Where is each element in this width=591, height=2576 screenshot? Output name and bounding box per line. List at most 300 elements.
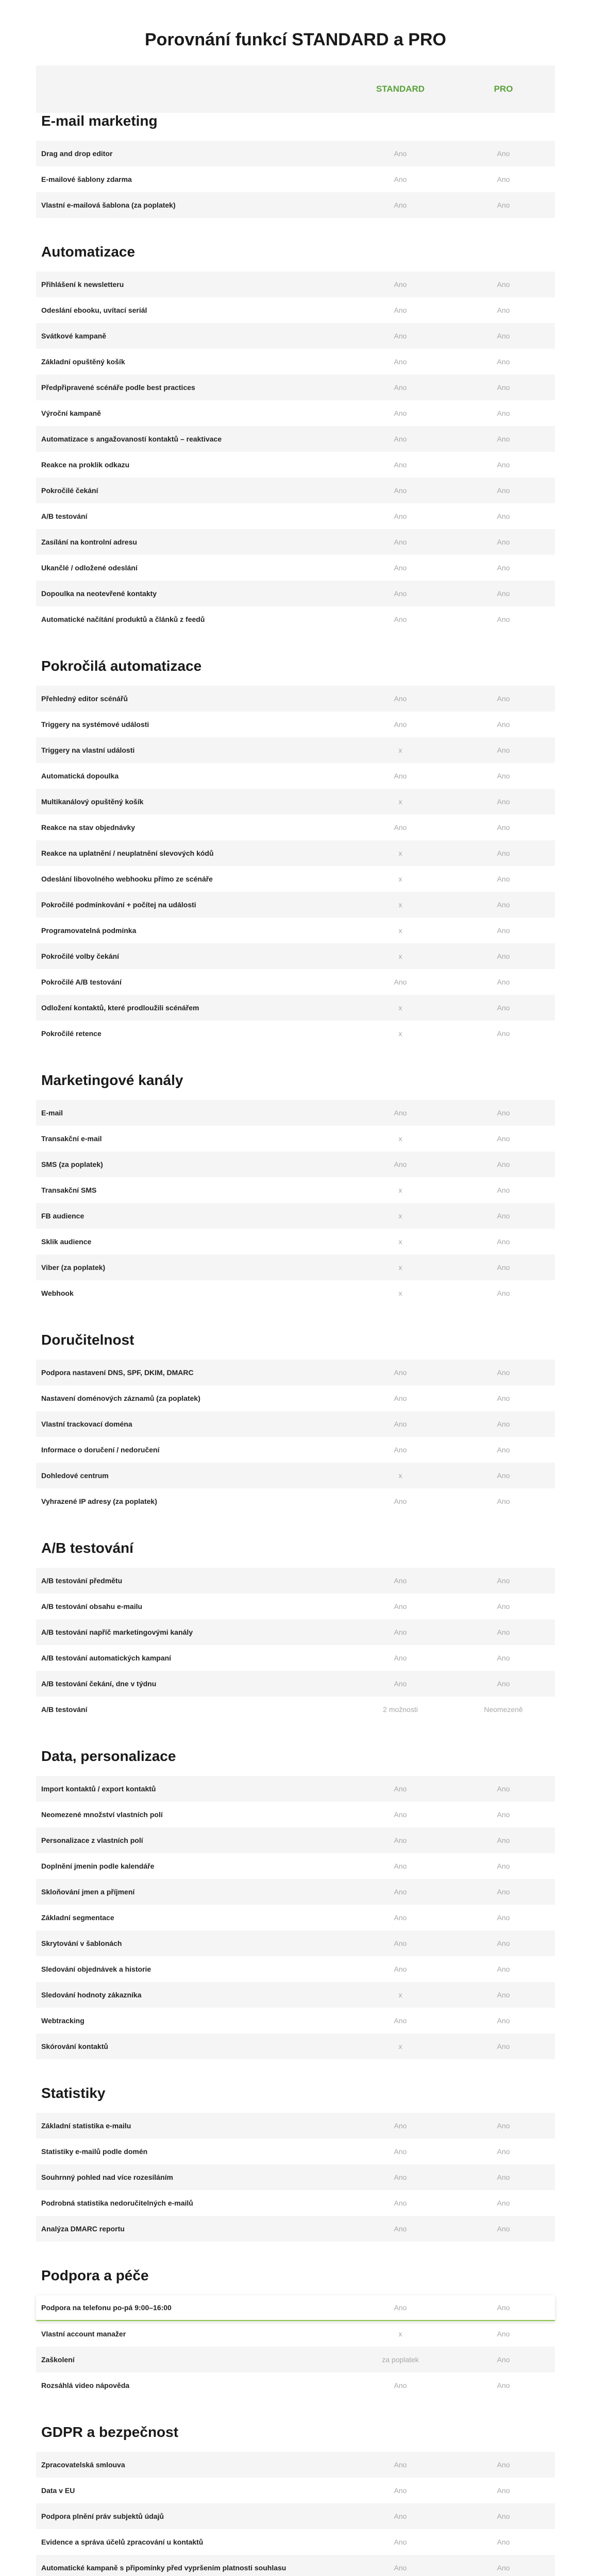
pro-value: Ano	[497, 1836, 510, 1844]
table-row	[36, 2452, 555, 2478]
pro-value: Ano	[497, 512, 510, 520]
table-row	[36, 918, 555, 943]
pro-value: Ano	[497, 2225, 510, 2233]
table-row	[36, 375, 555, 400]
feature-name: Přehledný editor scénářů	[41, 694, 128, 703]
pro-value: Ano	[497, 1680, 510, 1688]
feature-name: Reakce na stav objednávky	[41, 823, 136, 832]
standard-value: Ano	[394, 1109, 407, 1117]
pro-value: Ano	[497, 280, 510, 289]
table-row	[36, 1385, 555, 1411]
table-row	[36, 1697, 555, 1722]
pro-value: Ano	[497, 1862, 510, 1870]
table-row	[36, 323, 555, 349]
feature-rows	[36, 686, 555, 1046]
standard-value: za poplatek	[382, 2355, 419, 2364]
standard-value: Ano	[394, 201, 407, 209]
standard-value: Ano	[394, 2564, 407, 2572]
feature-name: Reakce na proklik odkazu	[41, 461, 130, 469]
pro-value: Ano	[497, 175, 510, 183]
feature-name: Dohledové centrum	[41, 1471, 109, 1480]
table-row	[36, 866, 555, 892]
table-row	[36, 297, 555, 323]
section-title: Statistiky	[41, 2085, 106, 2101]
pro-value: Ano	[497, 875, 510, 883]
pro-value: Ano	[497, 615, 510, 623]
pro-value: Ano	[497, 332, 510, 340]
pro-value: Ano	[497, 1263, 510, 1272]
table-row	[36, 943, 555, 969]
feature-name: Nastavení doménových záznamů (za poplatek)	[41, 1394, 200, 1402]
section	[36, 1072, 555, 1306]
pro-value: Ano	[497, 409, 510, 417]
feature-name: Sledování hodnoty zákazníka	[41, 1991, 142, 1999]
feature-name: A/B testování čekání, dne v týdnu	[41, 1680, 157, 1688]
table-row	[36, 2372, 555, 2398]
pro-value: Ano	[497, 486, 510, 495]
feature-name: Pokročilé A/B testování	[41, 978, 122, 986]
feature-name: Pokročilé čekání	[41, 486, 98, 495]
table-row	[36, 2113, 555, 2139]
standard-value: Ano	[394, 435, 407, 443]
pro-value: Ano	[497, 149, 510, 158]
section-title: Automatizace	[41, 244, 136, 260]
standard-value: Ano	[394, 1836, 407, 1844]
standard-value: Ano	[394, 1888, 407, 1896]
table-row	[36, 2321, 555, 2347]
table-row	[36, 272, 555, 297]
pro-value: Ano	[497, 1965, 510, 1973]
pro-value: Ano	[497, 589, 510, 598]
table-row	[36, 1776, 555, 1802]
pro-value: Ano	[497, 1654, 510, 1662]
pro-value: Ano	[497, 2381, 510, 2389]
pro-value: Ano	[497, 1446, 510, 1454]
section-title: Marketingové kanály	[41, 1072, 183, 1088]
standard-value: Ano	[394, 2016, 407, 2025]
feature-name: Zaškolení	[41, 2355, 75, 2364]
standard-value: Ano	[394, 1862, 407, 1870]
feature-name: Skloňování jmen a příjmení	[41, 1888, 135, 1896]
feature-name: Personalizace z vlastních polí	[41, 1836, 143, 1844]
table-row	[36, 2008, 555, 2033]
pro-value: Ano	[497, 383, 510, 392]
pro-value: Ano	[497, 2486, 510, 2495]
table-row	[36, 581, 555, 606]
table-row	[36, 969, 555, 995]
pro-value: Ano	[497, 2538, 510, 2546]
section	[36, 2424, 555, 2576]
standard-value: Ano	[394, 1160, 407, 1168]
feature-name: Transakční e-mail	[41, 1134, 102, 1143]
table-row	[36, 478, 555, 503]
table-row	[36, 2555, 555, 2576]
feature-name: Podpora nastavení DNS, SPF, DKIM, DMARC	[41, 1368, 194, 1377]
feature-name: Odeslání ebooku, uvítací seriál	[41, 306, 147, 314]
feature-name: Triggery na vlastní události	[41, 746, 135, 754]
feature-name: Skrytování v šablonách	[41, 1939, 122, 1947]
standard-value: Ano	[394, 2461, 407, 2469]
pro-value: Ano	[497, 1497, 510, 1505]
feature-name: Ukančlé / odložené odeslání	[41, 564, 138, 572]
standard-value: Ano	[394, 2147, 407, 2156]
standard-value: Ano	[394, 383, 407, 392]
section	[36, 1748, 555, 2059]
standard-value: x	[398, 798, 402, 806]
standard-value: x	[398, 926, 402, 935]
pro-value: Ano	[497, 978, 510, 986]
standard-value: Ano	[394, 2122, 407, 2130]
feature-name: Pokročilé retence	[41, 1029, 102, 1038]
feature-name: SMS (za poplatek)	[41, 1160, 103, 1168]
pro-value: Ano	[497, 823, 510, 832]
standard-value: x	[398, 901, 402, 909]
pro-value: Ano	[497, 1939, 510, 1947]
pro-value: Neomezeně	[484, 1705, 523, 1714]
feature-name: Data v EU	[41, 2486, 75, 2495]
pro-value: Ano	[497, 926, 510, 935]
pro-value: Ano	[497, 1913, 510, 1922]
feature-rows	[36, 2295, 555, 2398]
table-row	[36, 2190, 555, 2216]
feature-name: Souhrnný pohled nad více rozesíláním	[41, 2173, 173, 2181]
pro-value: Ano	[497, 201, 510, 209]
pro-value: Ano	[497, 1212, 510, 1220]
standard-value: Ano	[394, 2199, 407, 2207]
pro-value: Ano	[497, 435, 510, 443]
pro-value: Ano	[497, 2303, 510, 2312]
pro-value: Ano	[497, 1991, 510, 1999]
section-title: GDPR a bezpečnost	[41, 2424, 179, 2440]
standard-value: Ano	[394, 149, 407, 158]
section	[36, 244, 555, 632]
feature-name: Základní opuštěný košík	[41, 358, 125, 366]
standard-value: Ano	[394, 564, 407, 572]
feature-name: Vyhrazené IP adresy (za poplatek)	[41, 1497, 157, 1505]
feature-name: Svátkové kampaně	[41, 332, 107, 340]
pro-value: Ano	[497, 901, 510, 909]
pro-value: Ano	[497, 461, 510, 469]
pro-value: Ano	[497, 2330, 510, 2338]
feature-rows	[36, 1776, 555, 2059]
column-pro: PRO	[494, 84, 513, 94]
feature-name: Zasílání na kontrolní adresu	[41, 538, 137, 546]
pro-value: Ano	[497, 1577, 510, 1585]
table-row	[36, 426, 555, 452]
table-row	[36, 840, 555, 866]
table-row	[36, 1151, 555, 1177]
standard-value: Ano	[394, 538, 407, 546]
pro-value: Ano	[497, 1602, 510, 1611]
table-row	[36, 1879, 555, 1905]
pro-value: Ano	[497, 2512, 510, 2520]
standard-value: x	[398, 746, 402, 754]
table-row	[36, 1594, 555, 1619]
pro-value: Ano	[497, 2042, 510, 2050]
table-row	[36, 1360, 555, 1385]
pro-value: Ano	[497, 694, 510, 703]
table-row	[36, 1568, 555, 1594]
standard-value: x	[398, 1004, 402, 1012]
pro-value: Ano	[497, 1810, 510, 1819]
standard-value: Ano	[394, 461, 407, 469]
table-row	[36, 789, 555, 815]
standard-value: x	[398, 1029, 402, 1038]
section-title: Pokročilá automatizace	[41, 658, 202, 674]
table-row	[36, 503, 555, 529]
table-row	[36, 1956, 555, 1982]
table-row	[36, 2295, 555, 2321]
pro-value: Ano	[497, 1289, 510, 1297]
feature-name: A/B testování	[41, 1705, 88, 1714]
table-row	[36, 2139, 555, 2164]
table-row	[36, 192, 555, 218]
standard-value: Ano	[394, 1810, 407, 1819]
table-row	[36, 452, 555, 478]
standard-value: x	[398, 875, 402, 883]
feature-name: Viber (za poplatek)	[41, 1263, 106, 1272]
feature-rows	[36, 1360, 555, 1514]
table-row	[36, 1021, 555, 1046]
section-title: Data, personalizace	[41, 1748, 176, 1764]
pro-value: Ano	[497, 2199, 510, 2207]
feature-rows	[36, 272, 555, 632]
feature-name: A/B testování předmětu	[41, 1577, 123, 1585]
feature-name: Pokročilé podmínkování + počítej na události	[41, 901, 196, 909]
feature-name: A/B testování automatických kampaní	[41, 1654, 172, 1662]
table-row	[36, 1229, 555, 1255]
pro-value: Ano	[497, 1368, 510, 1377]
standard-value: Ano	[394, 1913, 407, 1922]
section	[36, 1332, 555, 1514]
feature-name: Drag and drop editor	[41, 149, 113, 158]
table-row	[36, 1619, 555, 1645]
standard-value: x	[398, 1186, 402, 1194]
pro-value: Ano	[497, 306, 510, 314]
pro-value: Ano	[497, 1109, 510, 1117]
pro-value: Ano	[497, 1471, 510, 1480]
standard-value: Ano	[394, 332, 407, 340]
standard-value: x	[398, 1991, 402, 1999]
pro-value: Ano	[497, 2122, 510, 2130]
pro-value: Ano	[497, 2173, 510, 2181]
standard-value: Ano	[394, 978, 407, 986]
table-row	[36, 1802, 555, 1827]
standard-value: 2 možnosti	[383, 1705, 418, 1714]
feature-name: Sklik audience	[41, 1238, 92, 1246]
table-row	[36, 1280, 555, 1306]
pro-value: Ano	[497, 746, 510, 754]
feature-name: Sledování objednávek a historie	[41, 1965, 151, 1973]
standard-value: Ano	[394, 1577, 407, 1585]
pro-value: Ano	[497, 1420, 510, 1428]
feature-name: A/B testování	[41, 512, 88, 520]
pro-value: Ano	[497, 2564, 510, 2572]
standard-value: Ano	[394, 2512, 407, 2520]
table-row	[36, 737, 555, 763]
standard-value: Ano	[394, 589, 407, 598]
standard-value: Ano	[394, 2486, 407, 2495]
standard-value: Ano	[394, 512, 407, 520]
table-row	[36, 1853, 555, 1879]
standard-value: Ano	[394, 486, 407, 495]
pro-value: Ano	[497, 1888, 510, 1896]
feature-name: Výroční kampaně	[41, 409, 101, 417]
feature-name: FB audience	[41, 1212, 85, 1220]
standard-value: Ano	[394, 1965, 407, 1973]
feature-name: A/B testování obsahu e-mailu	[41, 1602, 143, 1611]
feature-name: Pokročilé volby čekání	[41, 952, 119, 960]
column-standard: STANDARD	[376, 84, 425, 94]
pro-value: Ano	[497, 538, 510, 546]
table-row	[36, 2478, 555, 2503]
table-row	[36, 1255, 555, 1280]
table-row	[36, 349, 555, 375]
standard-value: Ano	[394, 772, 407, 780]
feature-name: Evidence a správa účelů zpracování u kontaktů	[41, 2538, 204, 2546]
standard-value: Ano	[394, 2173, 407, 2181]
table-row	[36, 2033, 555, 2059]
page-title: Porovnání funkcí STANDARD a PRO	[145, 30, 446, 49]
standard-value: Ano	[394, 2303, 407, 2312]
feature-name: Podrobná statistika nedoručitelných e-mailů	[41, 2199, 193, 2207]
standard-value: Ano	[394, 615, 407, 623]
table-row	[36, 815, 555, 840]
standard-value: Ano	[394, 1368, 407, 1377]
standard-value: Ano	[394, 409, 407, 417]
standard-value: Ano	[394, 1602, 407, 1611]
standard-value: Ano	[394, 1785, 407, 1793]
table-row	[36, 1411, 555, 1437]
table-row	[36, 166, 555, 192]
section	[36, 1540, 555, 1722]
feature-name: Neomezené množství vlastních polí	[41, 1810, 163, 1819]
standard-value: Ano	[394, 175, 407, 183]
feature-name: Podpora plnění práv subjektů údajů	[41, 2512, 164, 2520]
standard-value: x	[398, 2330, 402, 2338]
feature-name: Vlastní e-mailová šablona (za poplatek)	[41, 201, 176, 209]
pro-value: Ano	[497, 952, 510, 960]
table-row	[36, 2216, 555, 2242]
standard-value: Ano	[394, 358, 407, 366]
feature-name: Zpracovatelská smlouva	[41, 2461, 125, 2469]
table-row	[36, 1905, 555, 1930]
standard-value: Ano	[394, 2381, 407, 2389]
standard-value: Ano	[394, 1497, 407, 1505]
feature-rows	[36, 1568, 555, 1722]
standard-value: Ano	[394, 1628, 407, 1636]
standard-value: Ano	[394, 1420, 407, 1428]
table-row	[36, 529, 555, 555]
standard-value: x	[398, 952, 402, 960]
standard-value: x	[398, 1263, 402, 1272]
feature-name: Základní segmentace	[41, 1913, 114, 1922]
standard-value: x	[398, 1134, 402, 1143]
standard-value: Ano	[394, 1939, 407, 1947]
feature-name: Triggery na systémové události	[41, 720, 149, 728]
feature-name: E-mailové šablony zdarma	[41, 175, 132, 183]
table-row	[36, 1982, 555, 2008]
section	[36, 113, 555, 218]
pro-value: Ano	[497, 772, 510, 780]
feature-name: Přihlášení k newsletteru	[41, 280, 124, 289]
pro-value: Ano	[497, 564, 510, 572]
table-row	[36, 763, 555, 789]
feature-sections	[36, 113, 555, 2576]
standard-value: x	[398, 849, 402, 857]
feature-name: Odeslání libovolného webhooku přímo ze scénáře	[41, 875, 213, 883]
feature-name: Webtracking	[41, 2016, 85, 2025]
standard-value: Ano	[394, 823, 407, 832]
pro-value: Ano	[497, 1394, 510, 1402]
feature-name: Informace o doručení / nedoručení	[41, 1446, 160, 1454]
feature-name: Automatické načítání produktů a článků z feedů	[41, 615, 205, 623]
feature-name: Dopoulka na neotevřené kontakty	[41, 589, 157, 598]
section	[36, 658, 555, 1046]
table-row	[36, 1177, 555, 1203]
feature-name: Import kontaktů / export kontaktů	[41, 1785, 156, 1793]
standard-value: Ano	[394, 694, 407, 703]
standard-value: Ano	[394, 720, 407, 728]
table-row	[36, 1203, 555, 1229]
feature-name: Statistiky e-mailů podle domén	[41, 2147, 148, 2156]
feature-rows	[36, 141, 555, 218]
feature-rows	[36, 2452, 555, 2576]
table-row	[36, 1671, 555, 1697]
feature-name: Skórování kontaktů	[41, 2042, 108, 2050]
table-row	[36, 1488, 555, 1514]
table-row	[36, 400, 555, 426]
standard-value: Ano	[394, 1394, 407, 1402]
feature-name: Automatická dopoulka	[41, 772, 119, 780]
table-row	[36, 2347, 555, 2372]
feature-name: Odložení kontaktů, které prodloužili scénářem	[41, 1004, 199, 1012]
feature-name: Vlastní account manažer	[41, 2330, 126, 2338]
standard-value: x	[398, 2042, 402, 2050]
table-row	[36, 1463, 555, 1488]
pro-value: Ano	[497, 1238, 510, 1246]
table-row	[36, 141, 555, 166]
table-row	[36, 555, 555, 581]
section	[36, 2267, 555, 2398]
feature-name: Multikanálový opuštěný košík	[41, 798, 144, 806]
pro-value: Ano	[497, 1785, 510, 1793]
pro-value: Ano	[497, 1029, 510, 1038]
section-title: E-mail marketing	[41, 113, 158, 129]
feature-name: Reakce na uplatnění / neuplatnění slevových kódů	[41, 849, 214, 857]
feature-name: Automatické kampaně s připomínky před vypršením platnosti souhlasu	[41, 2564, 286, 2572]
feature-name: Rozsáhlá video nápověda	[41, 2381, 130, 2389]
section	[36, 2085, 555, 2242]
feature-name: Podpora na telefonu po-pá 9:00–16:00	[41, 2303, 172, 2312]
table-row	[36, 892, 555, 918]
feature-name: Webhook	[41, 1289, 74, 1297]
feature-name: Vlastní trackovací doména	[41, 1420, 132, 1428]
pro-value: Ano	[497, 1134, 510, 1143]
standard-value: x	[398, 1238, 402, 1246]
standard-value: x	[398, 1289, 402, 1297]
table-row	[36, 2164, 555, 2190]
pro-value: Ano	[497, 2461, 510, 2469]
feature-name: Transakční SMS	[41, 1186, 97, 1194]
table-row	[36, 1100, 555, 1126]
section-title: Podpora a péče	[41, 2267, 149, 2283]
table-row	[36, 1645, 555, 1671]
standard-value: Ano	[394, 1680, 407, 1688]
feature-name: Doplnění jmenin podle kalendáře	[41, 1862, 155, 1870]
feature-name: Automatizace s angažovaností kontaktů – reaktivace	[41, 435, 222, 443]
pro-value: Ano	[497, 1160, 510, 1168]
